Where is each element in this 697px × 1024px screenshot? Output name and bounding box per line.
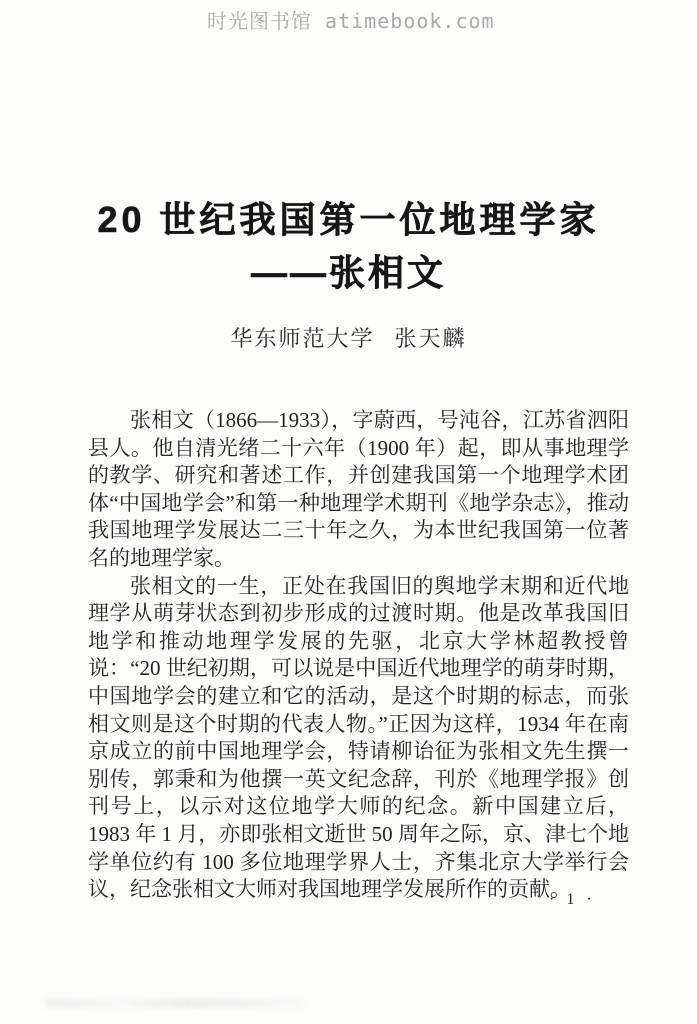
paragraph-1: 张相文（1866—1933），字蔚西，号沌谷，江苏省泗阳县人。他自清光绪二十六年（1900 年）起，即从事地理学的教学、研究和著述工作，并创建我国第一个地理学术团体“中国地学会”和第一种地理学术期刊《地学杂志》，推动我国地理学发展达二三十年之久，为本世纪我国第一位著名的地理学家。 [88,408,629,570]
site-watermark: 时光图书馆 atimebook.com [207,9,495,33]
article-body [88,407,629,904]
paragraph-2: 张相文的一生，正处在我国旧的舆地学末期和近代地理学从萌芽状态到初步形成的过渡时期。他是改革我国旧地学和推动地理学发展的先驱，北京大学林超教授曾说：“20 世纪初期，可以说是中国近代地理学的萌芽时期，中国地学会的建立和它的活动，是这个时期的标志，而张相文则是这个时期的代表人物。”正因为这样，1934 年在南京成立的前中国地理学会，特请柳诒征为张相文先生撰一别传，郭秉和为他撰一英文纪念辞，刊於《地理学报》创刊号上，以示对这位地学大师的纪念。新中国建立后，1983 年 1 月，亦即张相文逝世 50 周年之际，京、津七个地学单位约有 100 多位地理学界人士，齐集北京大学举行会议，纪念张相文大师对我国地理学发展所作的贡献。 [88,573,629,902]
byline-author: 张天麟 [394,326,467,351]
byline [0,322,697,353]
article-title-line2: ——张相文 [250,252,446,294]
article-title-block [0,198,697,294]
byline-affiliation: 华东师范大学 [230,326,375,351]
article-title-line1: 20 世纪我国第一位地理学家 [97,199,600,240]
page-number: · 1 · [549,891,596,908]
ink-bleed-artifact [45,998,305,1008]
